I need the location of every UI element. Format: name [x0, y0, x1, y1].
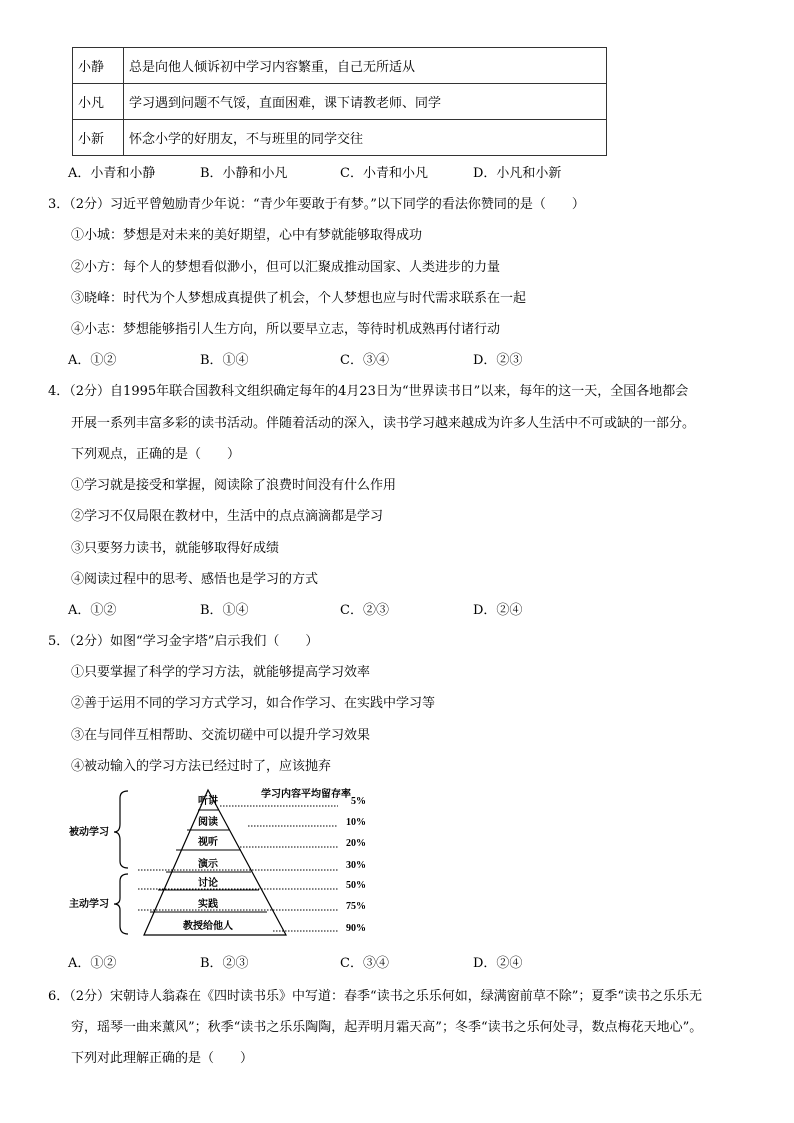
active-label: 主动学习 — [69, 899, 109, 910]
table-cell-name: 小静 — [73, 48, 124, 84]
table-row — [73, 48, 607, 84]
option-d: D．小凡和小新 — [473, 166, 562, 181]
option-d: D．②④ — [473, 956, 523, 971]
table-cell-desc: 总是向他人倾诉初中学习内容繁重，自己无所适从 — [124, 48, 607, 84]
option-c: C．③④ — [340, 353, 389, 368]
q3-item: ③晓峰：时代为个人梦想成真提供了机会，个人梦想也应与时代需求联系在一起 — [71, 291, 527, 306]
q4-item: ①学习就是接受和掌握，阅读除了浪费时间没有什么作用 — [71, 478, 397, 493]
level-rate: 10% — [346, 817, 366, 828]
level-label: 阅读 — [198, 817, 218, 828]
student-table — [72, 47, 607, 156]
table-cell-desc: 怀念小学的好朋友，不与班里的同学交往 — [124, 120, 607, 156]
option-b: B．①④ — [200, 603, 249, 618]
option-b: B．①④ — [200, 353, 249, 368]
level-rate: 30% — [346, 860, 366, 871]
option-c: C．③④ — [340, 956, 389, 971]
table-row — [73, 120, 607, 156]
question-3-stem: 3．（2分）习近平曾勉励青少年说：“青少年要敢于有梦。”以下同学的看法你赞同的是（ ） — [48, 197, 585, 212]
option-d: D．②④ — [473, 603, 523, 618]
option-c: C．小青和小凡 — [340, 166, 428, 181]
passive-label: 被动学习 — [69, 827, 109, 838]
q3-item: ①小城：梦想是对未来的美好期望，心中有梦就能够取得成功 — [71, 228, 423, 243]
q4-item: ③只要努力读书，就能够取得好成绩 — [71, 541, 280, 556]
option-d: D．②③ — [473, 353, 523, 368]
option-a: A．①② — [68, 956, 117, 971]
option-b: B．小静和小凡 — [200, 166, 288, 181]
level-label: 讨论 — [198, 878, 218, 889]
level-label: 实践 — [198, 899, 218, 910]
passive-bracket — [114, 791, 128, 868]
option-b: B．②③ — [200, 956, 249, 971]
level-label: 视听 — [198, 837, 218, 848]
level-rate: 20% — [346, 838, 366, 849]
q3-item: ④小志：梦想能够指引人生方向，所以要早立志，等待时机成熟再付诸行动 — [71, 322, 501, 337]
learning-pyramid-figure — [68, 786, 368, 941]
table-row — [73, 84, 607, 120]
level-rate: 5% — [351, 796, 366, 807]
active-bracket — [114, 874, 128, 934]
question-4-stem-cont: 开展一系列丰富多彩的读书活动。伴随着活动的深入，读书学习越来越成为许多人生活中不可或缺的一部分。 — [71, 416, 696, 431]
q4-item: ④阅读过程中的思考、感悟也是学习的方式 — [71, 572, 319, 587]
q5-item: ④被动输入的学习方法已经过时了，应该抛弃 — [71, 759, 332, 774]
table-cell-desc: 学习遇到问题不气馁，直面困难，课下请教老师、同学 — [124, 84, 607, 120]
level-label: 演示 — [198, 859, 218, 870]
option-a: A．小青和小静 — [68, 166, 156, 181]
question-4-stem: 4．（2分）自1995年联合国教科文组织确定每年的4月23日为“世界读书日”以来，每年的这一天，全国各地都会 — [48, 384, 689, 399]
level-rate: 50% — [346, 880, 366, 891]
table-cell-name: 小凡 — [73, 84, 124, 120]
q4-item: ②学习不仅局限在教材中，生活中的点点滴滴都是学习 — [71, 509, 384, 524]
level-rate: 75% — [346, 901, 366, 912]
option-a: A．①② — [68, 353, 117, 368]
level-label: 听讲 — [198, 796, 218, 807]
question-4-stem-cont: 下列观点，正确的是（ ） — [71, 447, 241, 462]
option-a: A．①② — [68, 603, 117, 618]
level-rate: 90% — [346, 923, 366, 934]
table-cell-name: 小新 — [73, 120, 124, 156]
question-5-stem: 5．（2分）如图“学习金字塔”启示我们（ ） — [48, 634, 319, 649]
q5-item: ①只要掌握了科学的学习方法，就能够提高学习效率 — [71, 665, 371, 680]
q5-item: ③在与同伴互相帮助、交流切磋中可以提升学习效果 — [71, 728, 371, 743]
q3-item: ②小方：每个人的梦想看似渺小，但可以汇聚成推动国家、人类进步的力量 — [71, 260, 501, 275]
q5-item: ②善于运用不同的学习方式学习，如合作学习、在实践中学习等 — [71, 696, 436, 711]
question-6-stem-cont: 穷，瑶琴一曲来薰风”；秋季“读书之乐乐陶陶，起弄明月霜天高”；冬季“读书之乐何处寻，数点梅花天地心”。 — [71, 1020, 703, 1035]
pyramid-header: 学习内容平均留存率 — [261, 789, 351, 800]
level-label: 教授给他人 — [183, 921, 233, 932]
question-6-stem-cont: 下列对此理解正确的是（ ） — [71, 1051, 254, 1066]
question-6-stem: 6．（2分）宋朝诗人翁森在《四时读书乐》中写道：春季“读书之乐乐何如，绿满窗前草不除”；夏季“读书之乐乐无 — [48, 989, 702, 1004]
option-c: C．②③ — [340, 603, 389, 618]
